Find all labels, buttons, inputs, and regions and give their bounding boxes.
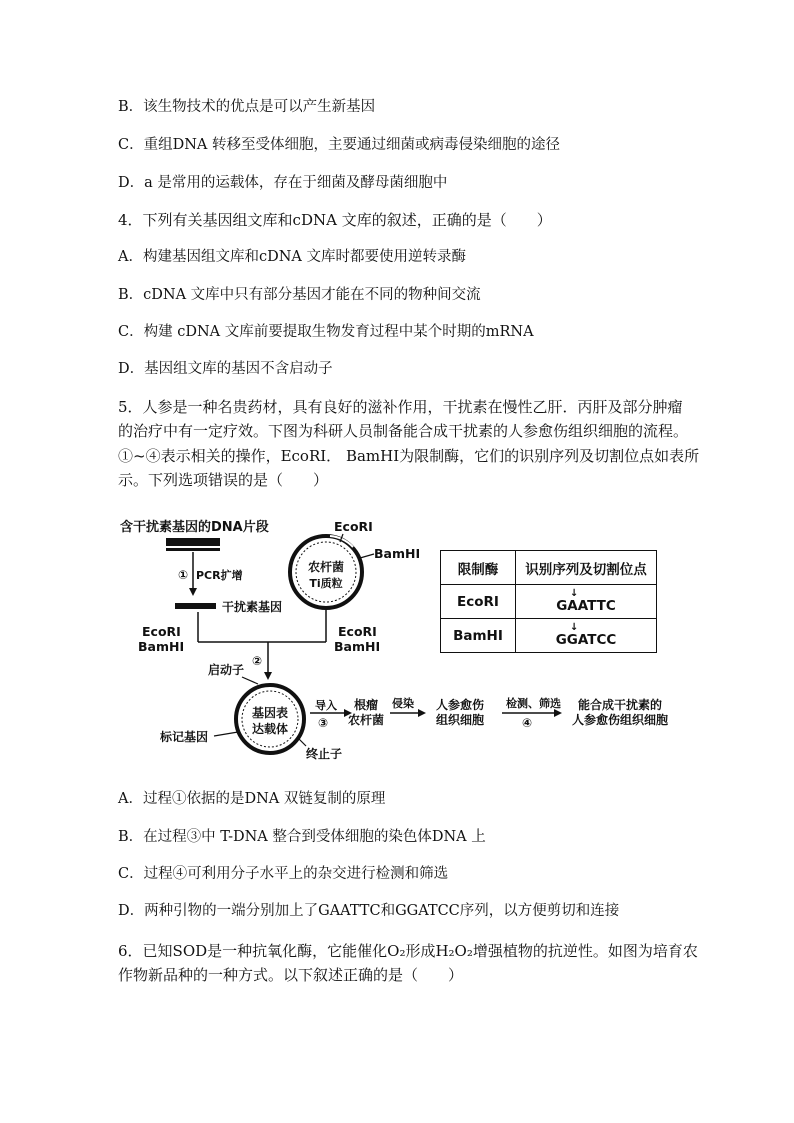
q5-option-b: B．在过程③中 T-DNA 整合到受体细胞的染色体DNA 上	[118, 829, 486, 845]
callus-label-line1: 人参愈伤	[435, 698, 485, 712]
cut-site-arrow: ↓	[570, 588, 579, 599]
q5-option-c: C．过程④可利用分子水平上的杂交进行检测和筛选	[118, 866, 449, 882]
q4-option-d: D．基因组文库的基因不含启动子	[118, 361, 333, 377]
right-ecori-label: EcoRⅠ	[338, 624, 377, 639]
q3-option-c: C．重组DNA 转移至受体细胞，主要通过细菌或病毒侵染细胞的途径	[118, 137, 560, 153]
restriction-enzyme-table	[440, 550, 657, 653]
right-bamhi-label: BamHⅠ	[334, 639, 381, 654]
question-5-line-4: 示。下列选项错误的是（ ）	[118, 471, 329, 489]
dna-fragment-label: 含干扰素基因的DNA片段	[120, 520, 269, 535]
table-row	[441, 585, 657, 619]
table-cell-site: GAATTC	[556, 597, 616, 614]
table-header-site: 识别序列及切割位点	[516, 551, 657, 585]
table-cell-enzyme: BamHⅠ	[441, 619, 516, 653]
result-label-line1: 能合成干扰素的	[577, 698, 663, 712]
plasmid-label-line1: 农杆菌	[307, 560, 345, 574]
marker-gene-label: 标记基因	[160, 730, 209, 744]
question-4: 4．下列有关基因组文库和cDNA 文库的叙述，正确的是（ ）	[118, 211, 552, 229]
question-6-line-1: 6．已知SOD是一种抗氧化酶，它能催化O₂形成H₂O₂增强植物的抗逆性。如图为培育农	[118, 942, 698, 960]
result-label-line2: 人参愈伤组织细胞	[571, 713, 669, 727]
q5-option-d: D．两种引物的一端分别加上了GAATTC和GGATCC序列，以方便剪切和连接	[118, 903, 620, 919]
import-label: 导入	[315, 699, 337, 712]
pcr-label: PCR扩增	[196, 569, 243, 582]
interferon-gene-bar	[175, 603, 216, 609]
step-1-label: ①	[178, 568, 189, 582]
q4-option-a: A．构建基因组文库和cDNA 文库时都要使用逆转录酶	[118, 249, 466, 265]
plasmid-ecori-label: EcoRⅠ	[334, 519, 373, 534]
q5-option-a: A．过程①依据的是DNA 双链复制的原理	[118, 791, 386, 807]
agrobacterium-label-line2: 农杆菌	[347, 713, 385, 727]
question-5-line-2: 的治疗中有一定疗效。下图为科研人员制备能合成干扰素的人参愈伤组织细胞的流程。	[118, 422, 689, 440]
question-5-line-1: 5．人参是一种名贵药材，具有良好的滋补作用，干扰素在慢性乙肝．丙肝及部分肿瘤	[118, 398, 683, 416]
question-6-line-2: 作物新品种的一种方式。以下叙述正确的是（ ）	[118, 966, 464, 984]
q4-option-b: B．cDNA 文库中只有部分基因才能在不同的物种间交流	[118, 287, 481, 303]
promoter-label: 启动子	[208, 663, 245, 677]
q4-option-c: C．构建 cDNA 文库前要提取生物发育过程中某个时期的mRNA	[118, 324, 534, 340]
infect-label: 侵染	[392, 697, 414, 710]
step-2-label: ②	[252, 654, 263, 668]
table-row	[441, 619, 657, 653]
dna-fragment-bar	[166, 538, 220, 546]
plasmid-bamhi-label: BamHⅠ	[374, 546, 421, 561]
q3-option-b: B．该生物技术的优点是可以产生新基因	[118, 99, 376, 115]
q3-option-d: D．a 是常用的运载体，存在于细菌及酵母菌细胞中	[118, 175, 448, 191]
callus-label-line2: 组织细胞	[435, 713, 485, 727]
interferon-gene-label: 干扰素基因	[222, 600, 283, 614]
vector-label-line2: 达载体	[251, 722, 289, 736]
step-3-label: ③	[318, 716, 329, 730]
table-cell-enzyme: EcoRⅠ	[441, 585, 516, 619]
question-5-line-3: ①~④表示相关的操作，EcoRⅠ． BamHⅠ为限制酶，它们的识别序列及切割位点如表所	[118, 447, 700, 465]
cut-site-arrow: ↓	[570, 622, 579, 633]
terminator-label: 终止子	[306, 747, 343, 761]
detect-label: 检测、筛选	[506, 697, 561, 710]
vector-label-line1: 基因表	[251, 706, 289, 720]
table-cell-site: GGATCC	[555, 631, 617, 648]
left-ecori-label: EcoRⅠ	[142, 624, 181, 639]
step-4-label: ④	[522, 716, 533, 730]
table-header-enzyme: 限制酶	[441, 551, 516, 585]
agrobacterium-label-line1: 根瘤	[353, 698, 379, 712]
plasmid-label-line2: Ti质粒	[309, 577, 343, 590]
left-bamhi-label: BamHⅠ	[138, 639, 185, 654]
